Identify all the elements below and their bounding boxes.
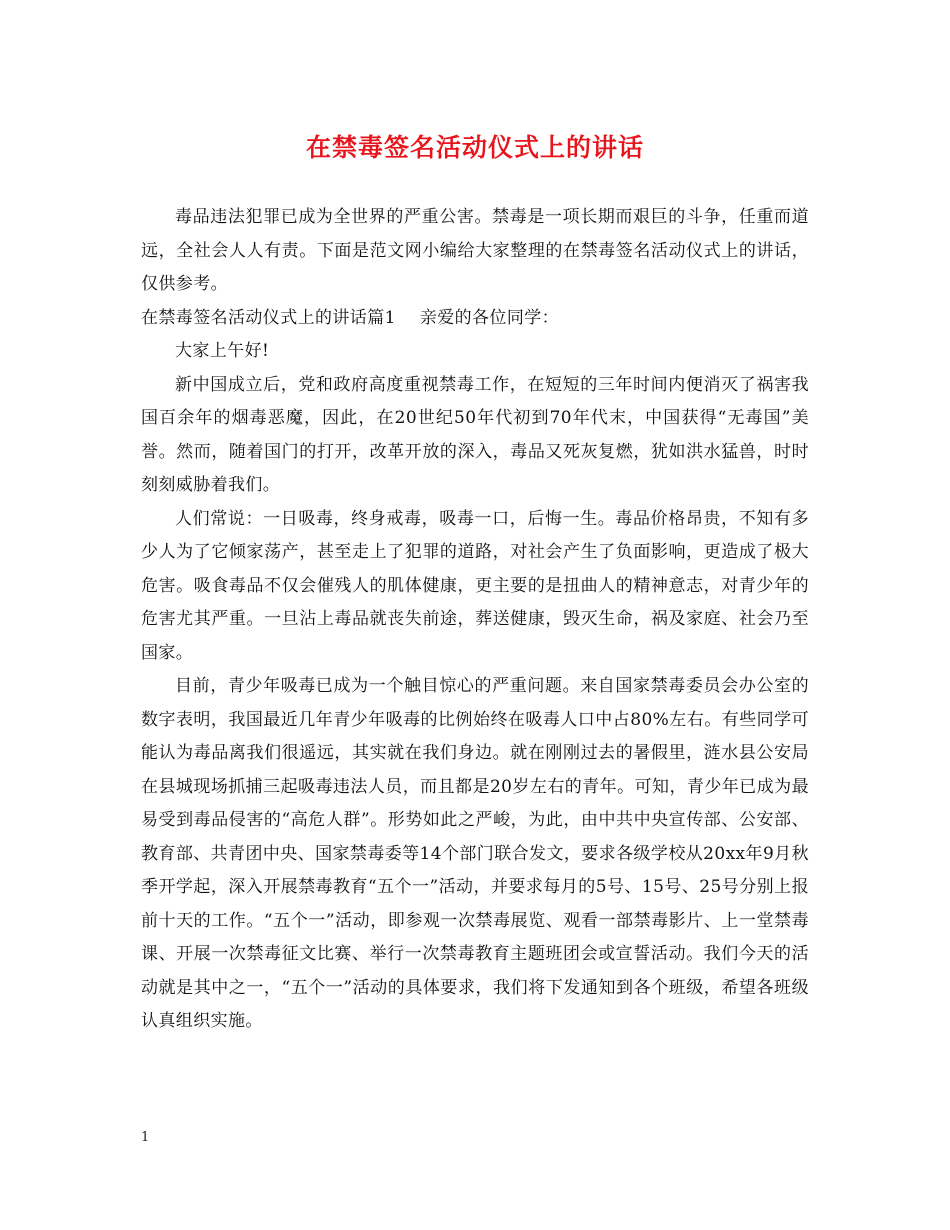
salutation: 亲爱的各位同学： — [419, 307, 560, 328]
intro-paragraph: 毒品违法犯罪已成为全世界的严重公害。禁毒是一项长期而艰巨的斗争，任重而道远，全社会人人有责。下面是范文网小编给大家整理的在禁毒签名活动仪式上的讲话，仅供参考。 — [141, 207, 809, 294]
greeting: 大家上午好! — [175, 341, 270, 361]
section-heading-line — [141, 302, 809, 336]
page-number: 1 — [141, 1130, 150, 1145]
section-heading: 在禁毒签名活动仪式上的讲话篇1 — [141, 307, 396, 328]
body-paragraph-3: 目前，青少年吸毒已成为一个触目惊心的严重问题。来自国家禁毒委员会办公室的数字表明，我国最近几年青少年吸毒的比例始终在吸毒人口中占80%左右。有些同学可能认为毒品离我们很遥远，其实就在我们身边。就在刚刚过去的暑假里，涟水县公安局在县城现场抓捕三起吸毒违法人员，而且都是20岁左右的青年。可知，青少年已成为最易受到毒品侵害的“高危人群”。形势如此之严峻，为此，由中共中央宣传部、公安部、教育部、共青团中央、国家禁毒委等14个部门联合发文，要求各级学校从20xx年9月秋季开学起，深入开展禁毒教育“五个一”活动，并要求每月的5号、15号、25号分别上报前十天的工作。“五个一”活动，即参观一次禁毒展览、观看一部禁毒影片、上一堂禁毒课、开展一次禁毒征文比赛、举行一次禁毒教育主题班团会或宣誓活动。我们今天的活动就是其中之一，“五个一”活动的具体要求，我们将下发通知到各个班级，希望各班级认真组织实施。 — [141, 676, 809, 1031]
body-paragraph-2: 人们常说：一日吸毒，终身戒毒，吸毒一口，后悔一生。毒品价格昂贵，不知有多少人为了它倾家荡产，甚至走上了犯罪的道路，对社会产生了负面影响，更造成了极大危害。吸食毒品不仅会催残人的肌体健康，更主要的是扭曲人的精神意志，对青少年的危害尤其严重。一旦沾上毒品就丧失前途，葬送健康，毁灭生命，祸及家庭、社会乃至国家。 — [141, 508, 809, 663]
body-paragraph-1: 新中国成立后，党和政府高度重视禁毒工作，在短短的三年时间内便消灭了祸害我国百余年的烟毒恶魔，因此，在20世纪50年代初到70年代末，中国获得“无毒国”美誉。然而，随着国门的打开，改革开放的深入，毒品又死灰复燃，犹如洪水猛兽，时时刻刻威胁着我们。 — [141, 374, 809, 495]
document-body — [141, 201, 809, 1039]
document-title: 在禁毒签名活动仪式上的讲话 — [305, 133, 644, 162]
